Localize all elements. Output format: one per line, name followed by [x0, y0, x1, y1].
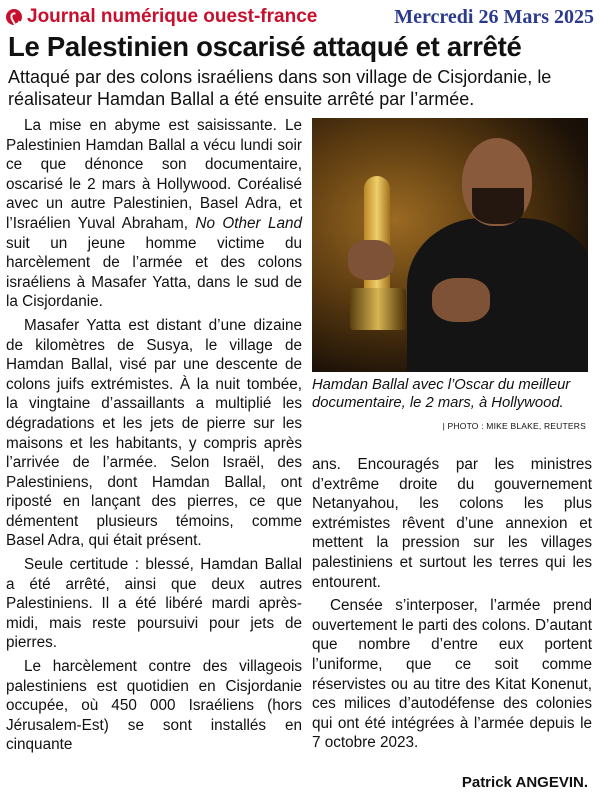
- paragraph-1: La mise en abyme est saisissante. Le Palestinien Hamdan Ballal a vécu lundi soir ce que dénonce son documentaire, oscarisé le 2 mars à Hollywood. Coréalisé avec un autre Palestinien, Basel Adra, et l’Israélien Yuval Abraham, No Other Land suit un jeune homme victime du harcèlement de l’armée et des colons israéliens à Masafer Yatta, dans le sud de la Cisjordanie.: [6, 117, 302, 311]
- article-photo[interactable]: [312, 118, 588, 372]
- photo-hand-shape: [348, 240, 394, 280]
- photo-hand-shape-2: [432, 278, 490, 322]
- issue-date: Mercredi 26 Mars 2025: [394, 5, 594, 28]
- standfirst: Attaqué par des colons israéliens dans son village de Cisjordanie, le réalisateur Hamdan Ballal a été ensuite arrêté par l’armée.: [8, 67, 552, 109]
- masthead: [6, 4, 594, 30]
- photo-credit: | PHOTO : MIKE BLAKE, REUTERS: [442, 421, 586, 431]
- headline: Le Palestinien oscarisé attaqué et arrêté: [8, 31, 522, 62]
- ouest-france-logo-icon: [6, 9, 22, 25]
- byline: Patrick ANGEVIN.: [461, 774, 588, 791]
- brand[interactable]: [6, 6, 317, 28]
- oscar-base-shape: [350, 288, 406, 330]
- paragraph-2: Masafer Yatta est distant d’une dizaine de kilomètres de Susya, le village de Hamdan Ballal, visé par une descente de colons juifs extrémistes. À la nuit tombée, la vingtaine d’assaillants a multiplié les dégradations et les jets de pierre sur les maisons et les habitants, y compris après l’arrivée de l’armée. Selon Israël, des Palestiniens, dont Hamdan Ballal, ont riposté en lançant des pierres, ce que démentent plusieurs témoins, comme Basel Adra, qui était présent.: [6, 316, 302, 550]
- photo-caption: Hamdan Ballal avec l’Oscar du meilleur documentaire, le 2 mars, à Hollywood.: [312, 377, 571, 411]
- paragraph-4b: ans. Encouragés par les ministres d’extrême droite du gouvernement Netanyahou, les colons les plus extrémistes rêvent d’une annexion et mettent la pression sur les villages palestiniens et surtout les terres qui les entourent.: [312, 456, 592, 591]
- paragraph-4a: Le harcèlement contre des villageois palestiniens est quotidien en Cisjordanie occupée, où 450 000 Israéliens (hors Jérusalem-Est) se sont installés en cinquante: [6, 658, 302, 754]
- photo-beard-shape: [472, 188, 524, 224]
- film-title: No Other Land: [195, 214, 302, 232]
- article-column-left: [6, 116, 302, 755]
- article-column-right: [312, 455, 592, 753]
- brand-name: Journal numérique ouest-france: [27, 6, 318, 27]
- paragraph-3: Seule certitude : blessé, Hamdan Ballal a été arrêté, ainsi que deux autres Palestiniens. Il a été libéré mardi après-midi, mais reste poursuivi pour jets de pierres.: [6, 556, 302, 652]
- paragraph-5: Censée s’interposer, l’armée prend ouvertement le parti des colons. D’autant que nombre d’entre eux portent l’uniforme, que ce soit comme réservistes ou au titre des Kitat Konenut, ces milices d’autodéfense des colonies qui ont été intégrées à l’armée depuis le 7 octobre 2023.: [312, 597, 592, 752]
